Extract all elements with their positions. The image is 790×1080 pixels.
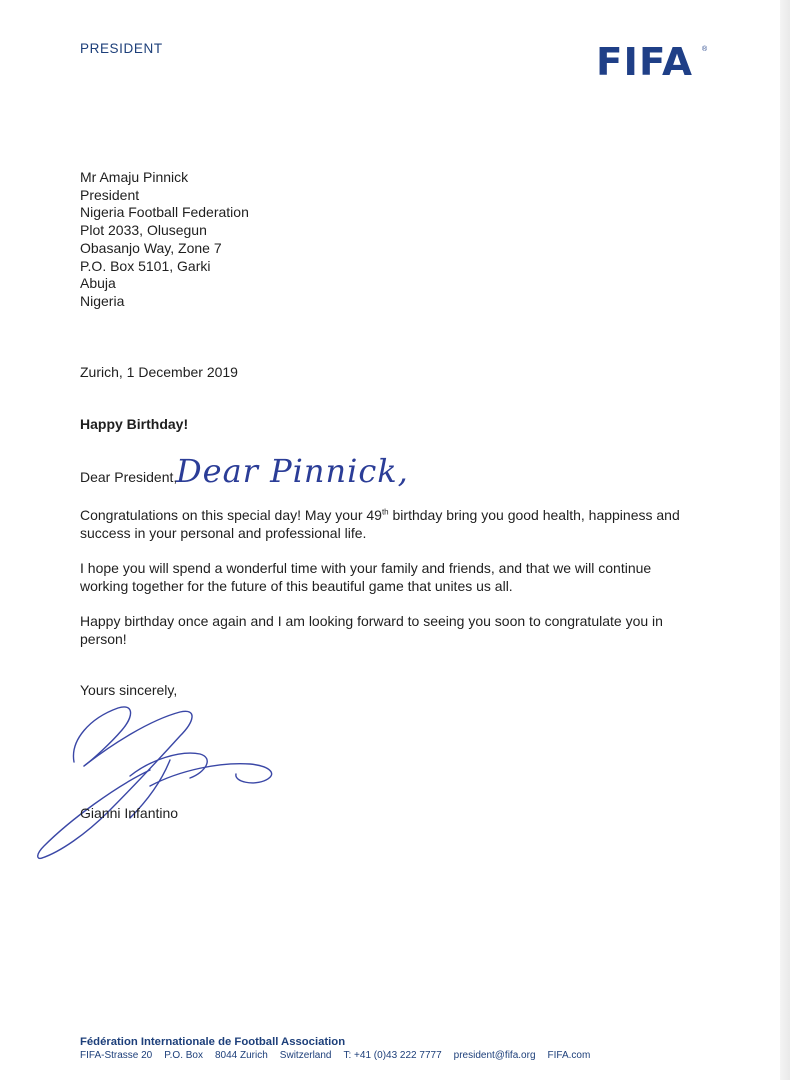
- footer-phone: T: +41 (0)43 222 7777: [343, 1050, 442, 1061]
- address-line: Nigeria: [80, 292, 125, 309]
- address-line: Abuja: [80, 275, 116, 292]
- signature-image: [30, 700, 290, 870]
- address-line: Mr Amaju Pinnick: [80, 169, 189, 185]
- footer-country: Switzerland: [279, 1050, 332, 1061]
- footer-email-link[interactable]: president@fifa.org: [453, 1050, 536, 1061]
- address-line: Obasanjo Way, Zone 7: [80, 239, 222, 256]
- recipient-address: [80, 169, 249, 311]
- fifa-logo: FIFA: [596, 40, 694, 84]
- footer-po-box: P.O. Box: [164, 1050, 203, 1061]
- ordinal-suffix: th: [381, 507, 389, 517]
- registered-mark: ®: [702, 46, 708, 53]
- address-line: President: [80, 186, 140, 203]
- footer-city: 8044 Zurich: [214, 1050, 268, 1061]
- address-line: Plot 2033, Olusegun: [80, 222, 207, 239]
- letter-subject: Happy Birthday!: [80, 416, 189, 432]
- paragraph-congratulations: [80, 507, 700, 542]
- paragraph-closing: Happy birthday once again and I am looking forward to seeing you soon to congratulate you in person!: [80, 613, 663, 647]
- signer-name: Gianni Infantino: [80, 805, 179, 821]
- handwritten-salutation: Dear Pinnick,: [176, 452, 409, 490]
- footer-website-link[interactable]: FIFA.com: [547, 1050, 591, 1061]
- paragraph-wishes: I hope you will spend a wonderful time with your family and friends, and that we will continue working together for the future of this beautiful game that unites us all.: [80, 560, 652, 594]
- page-edge: [780, 0, 790, 1080]
- footer-organization: Fédération Internationale de Football Association: [80, 1036, 346, 1048]
- footer-contact: [80, 1050, 602, 1061]
- footer-street: FIFA-Strasse 20: [80, 1050, 153, 1061]
- address-line: P.O. Box 5101, Garki: [80, 257, 211, 274]
- address-line: Nigeria Football Federation: [80, 204, 249, 221]
- salutation: Dear President,: [80, 469, 178, 485]
- letter-date: Zurich, 1 December 2019: [80, 364, 238, 380]
- closing-phrase: Yours sincerely,: [80, 682, 178, 698]
- header-label: PRESIDENT: [80, 41, 163, 56]
- paragraph-text: Congratulations on this special day! May your 49: [80, 507, 382, 523]
- paragraph-text: birthday bring you good health, happiness and success in your personal and professional life.: [80, 507, 680, 541]
